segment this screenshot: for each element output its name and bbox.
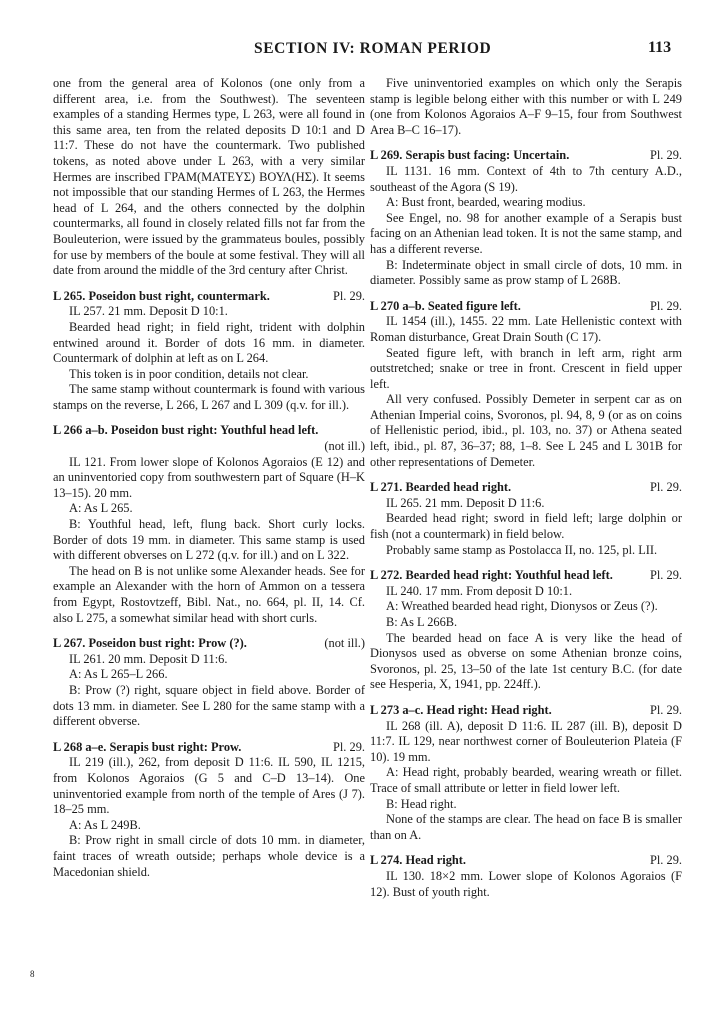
entry-l265-heading: L 265. Poseidon bust right, countermark. Pl. 29. xyxy=(53,288,365,303)
entry-l270-heading: L 270 a–b. Seated figure left. Pl. 29. xyxy=(370,298,682,313)
entry-text: B: As L 266B. xyxy=(386,615,458,629)
entry-text: IL 268 (ill. A), deposit D 11:6. IL 287 (ill. B), deposit D 11:7. IL 129, near northwest corner of Bouleuterion Plateia (F 10). 19 mm. xyxy=(370,718,682,764)
entry-text: Seated figure left, with branch in left arm, right arm outstretched; snake or tree in front. Crescent in field upper left. xyxy=(370,345,682,391)
entry-l267-heading: L 267. Poseidon bust right: Prow (?). (not ill.) xyxy=(53,636,365,651)
plate-ref: (not ill.) xyxy=(324,439,365,454)
plate-ref: Pl. 29. xyxy=(649,480,682,495)
entry-text: The head on B is not unlike some Alexander heads. See for example an Alexander with the horn of Ammon on a tessera from Egypt, Rostovtzeff, Bibl. Nat., no. 664, pl. II, 14. Cf. also L 275, a somewhat similar head with short curls. xyxy=(53,563,365,625)
left-column xyxy=(53,76,365,880)
entry-text: IL 219 (ill.), 262, from deposit D 11:6. IL 590, IL 1215, from Kolonos Agoraios (G 5 and C–D 13–14). One uninventoried example from north of the temple of Ares (J 7). 18–25 mm. xyxy=(53,755,365,817)
plate-ref: Pl. 29. xyxy=(649,298,682,313)
plate-ref: Pl. 29. xyxy=(649,568,682,583)
entry-text: IL 1131. 16 mm. Context of 4th to 7th century A.D., southeast of the Agora (S 19). xyxy=(370,163,682,194)
entry-l268-heading: L 268 a–e. Serapis bust right: Prow. Pl. 29. xyxy=(53,739,365,754)
entry-text: See Engel, no. 98 for another example of a Serapis bust facing on an Athenian lead token. It is not the same stamp, and has a different reverse. xyxy=(370,210,682,256)
entry-l274-heading: L 274. Head right. Pl. 29. xyxy=(370,853,682,868)
entry-text: All very confused. Possibly Demeter in serpent car as on Athenian Imperial coins, Svoronos, pl. 94, 8, 9 (or as on coins of Hellenistic period, ibid., pl. 103, no. 37) or Athena seated left, ibid., pl. 87, 36–37; 88, 1–8. See L 245 and L 301B for other representations of Demeter. xyxy=(370,392,682,469)
entry-text: The same stamp without countermark is found with various stamps on the reverse, L 266, L 267 and L 309 (q.v. for ill.). xyxy=(53,382,365,412)
entry-text: IL 1454 (ill.), 1455. 22 mm. Late Hellenistic context with Roman disturbance, Great Drain South (C 17). xyxy=(370,314,682,344)
entry-text: Bearded head right; in field right, trident with dolphin entwined around it. Border of dots 16 mm. in diameter. Countermark of dolphin at left as on L 264. xyxy=(53,319,365,366)
entry-text: B: Head right. xyxy=(386,796,457,811)
entry-l271-heading: L 271. Bearded head right. Pl. 29. xyxy=(370,480,682,495)
entry-text: Probably same stamp as Postolacca II, no. 125, pl. LII. xyxy=(386,542,658,557)
entry-l266-heading: L 266 a–b. Poseidon bust right: Youthful head left. xyxy=(53,423,319,438)
right-column xyxy=(370,76,682,900)
entry-text: Bearded head right; sword in field left; large dolphin or fish (not a countermark) in field below. xyxy=(370,511,682,542)
plate-ref: Pl. 29. xyxy=(332,739,365,754)
entry-text: A: Head right, probably bearded, wearing wreath or fillet. Trace of small attribute or letter in field lower left. xyxy=(370,765,682,795)
entry-text: B: Youthful head, left, flung back. Short curly locks. Border of dots 19 mm. in diameter. This same stamp is used with different obverses on L 272 (q.v. for ill.) and on L 322. xyxy=(53,517,365,563)
entry-text: IL 240. 17 mm. From deposit D 10:1. xyxy=(386,583,573,598)
signature-mark: 8 xyxy=(30,969,35,979)
plate-ref: Pl. 29. xyxy=(649,853,682,868)
entry-l269-heading: L 269. Serapis bust facing: Uncertain. Pl. 29. xyxy=(370,148,682,163)
intro-paragraph: Five uninventoried examples on which only the Serapis stamp is legible belong either with this number or with L 249 (one from Kolonos Agoraios A–F 9–15, four from Southwest Area B–C 16–17). xyxy=(370,76,682,137)
entry-text: A: As L 265–L 266. xyxy=(69,667,168,682)
plate-ref: (not ill.) xyxy=(324,636,365,651)
page-number: 113 xyxy=(648,39,672,56)
entry-text: A: Wreathed bearded head right, Dionysos or Zeus (?). xyxy=(386,599,658,614)
entry-text: A: As L 249B. xyxy=(69,817,141,832)
plate-ref: Pl. 29. xyxy=(649,702,682,717)
running-title: SECTION IV: ROMAN PERIOD xyxy=(254,40,492,57)
entry-text: IL 257. 21 mm. Deposit D 10:1. xyxy=(69,304,228,319)
entry-l272-heading: L 272. Bearded head right: Youthful head left. Pl. 29. xyxy=(370,568,682,583)
entry-text: None of the stamps are clear. The head on face B is smaller than on A. xyxy=(370,812,682,842)
intro-paragraph: one from the general area of Kolonos (one only from a different area, i.e. from the Southwest). The seventeen examples of a standing Hermes type, L 263, were all found in this same area, ten from the related deposits D 10:1 and D 11:7. These do not have the countermark. Two published tokens, as noted above under L 263, with a very similar Hermes are inscribed ΓΡΑΜ(ΜΑΤΕΥΣ) ΒΟΥΛ(ΗΣ). It seems not impossible that our standing Hermes of L 263, the Hermes head of L 264, and the others connected by the dolphin countermarks, all found in closely related fills not far from the Bouleuterion, were issued by the grammateus boules, possibly for use by members of the boule at some festival. They will all date from around the middle of the 3rd century after Christ. xyxy=(53,76,365,278)
entry-text: B: Indeterminate object in small circle of dots, 10 mm. in diameter. Possibly same as prow stamp of L 268B. xyxy=(370,257,682,288)
entry-text: B: Prow right in small circle of dots 10 mm. in diameter, faint traces of wreath outside; perhaps whole device is a Macedonian shield. xyxy=(53,833,365,879)
entry-text: IL 121. From lower slope of Kolonos Agoraios (E 12) and an uninventoried copy from southwestern part of Square (H–K 13–15). 20 mm. xyxy=(53,454,365,500)
entry-text: A: Bust front, bearded, wearing modius. xyxy=(386,195,586,210)
plate-ref: Pl. 29. xyxy=(332,288,365,303)
entry-text: IL 261. 20 mm. Deposit D 11:6. xyxy=(69,651,228,666)
plate-ref: Pl. 29. xyxy=(649,148,682,163)
entry-l273-heading: L 273 a–c. Head right: Head right. Pl. 29. xyxy=(370,702,682,717)
entry-text: IL 265. 21 mm. Deposit D 11:6. xyxy=(386,495,545,510)
entry-text: A: As L 265. xyxy=(69,501,133,516)
entry-text: The bearded head on face A is very like the head of Dionysos used as obverse on some Athenian bronze coins, Svoronos, pl. 25, 13–50 of the late 1st century B.C. (for date see Hesperia, X, 1941, pp. 224ff.). xyxy=(370,630,682,692)
entry-text: B: Prow (?) right, square object in field above. Border of dots 13 mm. in diameter. See L 280 for the same stamp with a different obverse. xyxy=(53,682,365,729)
page-header xyxy=(0,38,722,62)
entry-text: IL 130. 18×2 mm. Lower slope of Kolonos Agoraios (F 12). Bust of youth right. xyxy=(370,868,682,899)
entry-text: This token is in poor condition, details not clear. xyxy=(69,366,309,381)
